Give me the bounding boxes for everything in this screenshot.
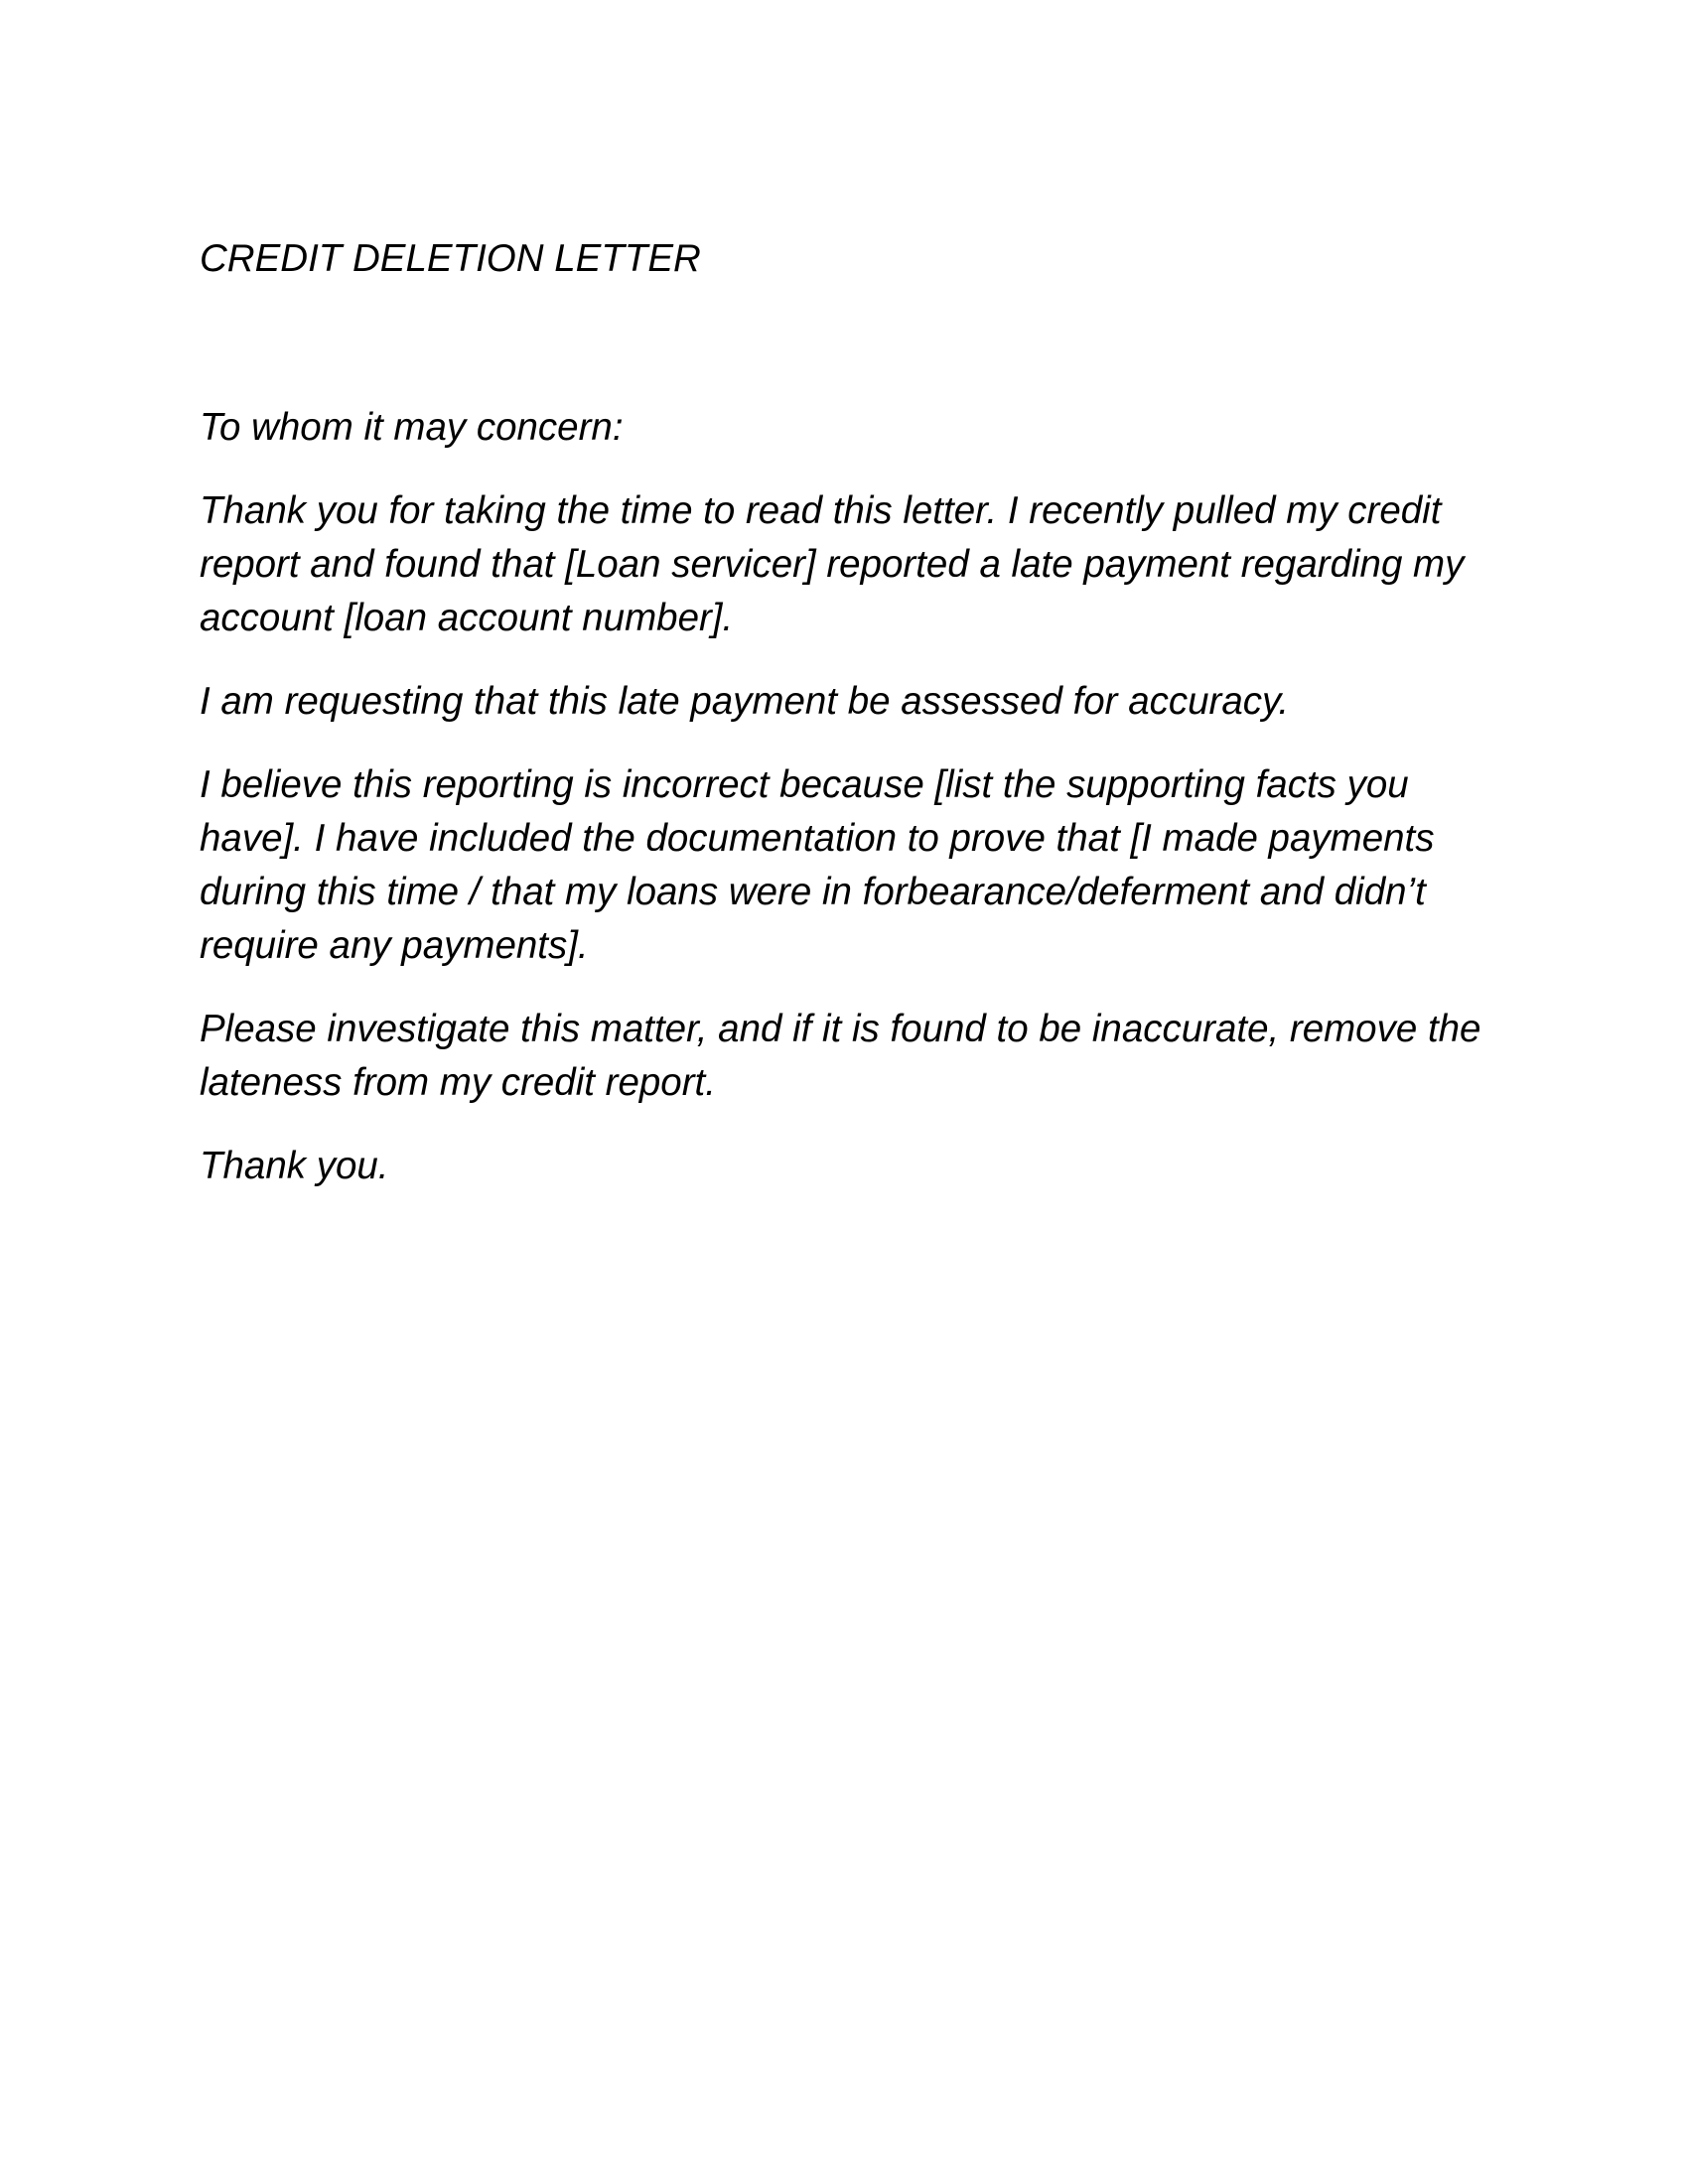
salutation: To whom it may concern: [200,406,624,449]
paragraph-request: I am requesting that this late payment be assessed for accuracy. [200,680,1290,723]
paragraph-action: Please investigate this matter, and if it is found to be inaccurate, remove the lateness from my credit report. [200,1008,1481,1104]
paragraph-intro: Thank you for taking the time to read this letter. I recently pulled my credit report and found that [Loan servicer] reported a late payment regarding my account [loan account number]. [200,489,1465,639]
paragraph-reason: I believe this reporting is incorrect because [list the supporting facts you have]. I have included the documentation to prove that [I made payments during this time / that my loans were in forbearance/deferment and didn’t require any payments]. [200,763,1435,967]
letter-body [200,232,1490,1193]
letter-title: CREDIT DELETION LETTER [200,237,701,280]
closing: Thank you. [200,1145,389,1187]
